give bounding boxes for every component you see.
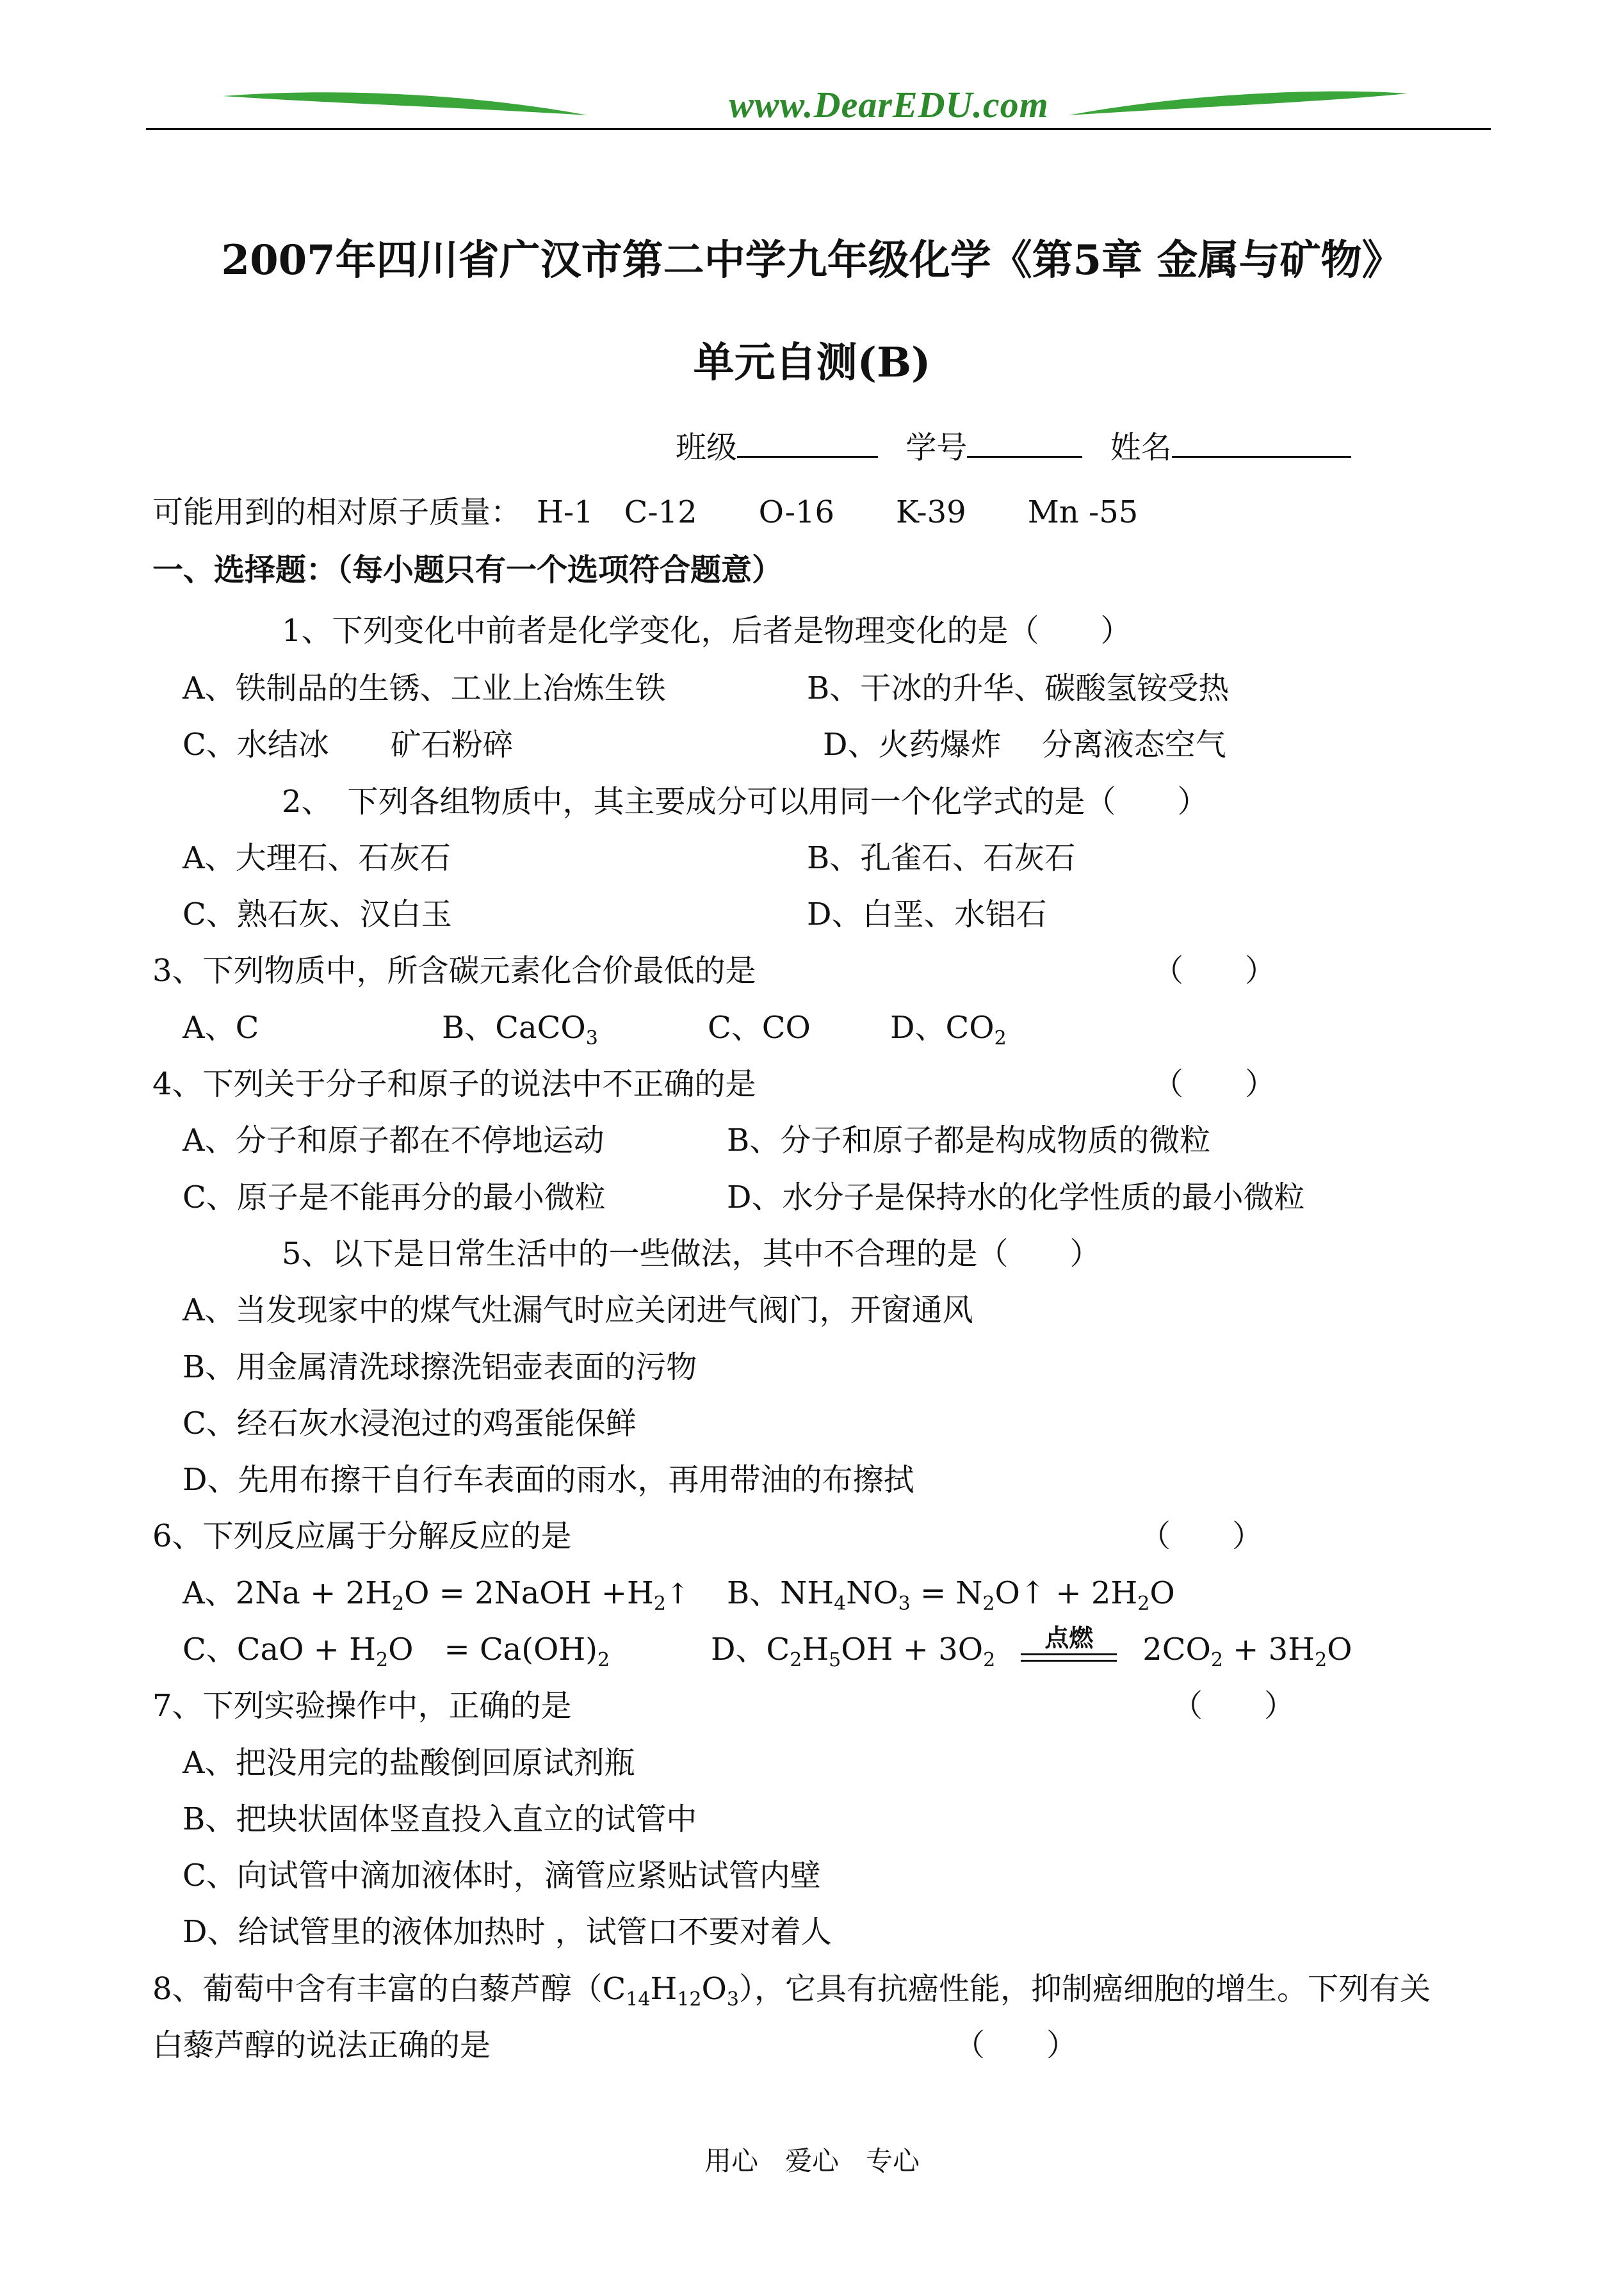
q2-option-c: C、熟石灰、汉白玉 — [183, 896, 452, 932]
q5-stem: 5、以下是日常生活中的一些做法，其中不合理的是（ ） — [282, 1236, 1101, 1272]
q7-stem: 7、下列实验操作中，正确的是 — [152, 1688, 572, 1724]
header-rule — [146, 128, 1491, 130]
q7-option-a: A、把没用完的盐酸倒回原试剂瓶 — [183, 1745, 635, 1781]
q3-answer-paren: （ ） — [1153, 953, 1276, 989]
q5-option-b: B、用金属清洗球擦洗铝壶表面的污物 — [183, 1349, 697, 1385]
page-subtitle: 单元自测(B) — [693, 339, 931, 387]
q2-option-d: D、白垩、水铝石 — [807, 896, 1047, 932]
page-title: 2007年四川省广汉市第二中学九年级化学《第5章 金属与矿物》 — [221, 236, 1403, 284]
q4-option-d: D、水分子是保持水的化学性质的最小微粒 — [727, 1180, 1305, 1215]
q5-option-a: A、当发现家中的煤气灶漏气时应关闭进气阀门，开窗通风 — [183, 1292, 973, 1328]
q3-option-d: D、$CO_2$ — [890, 1010, 1007, 1050]
class-label: 班级 — [676, 430, 738, 466]
q5-option-c: C、经石灰水浸泡过的鸡蛋能保鲜 — [183, 1406, 637, 1441]
q3-option-a: A、C — [183, 1010, 259, 1046]
q3-stem: 3、下列物质中，所含碳元素化合价最低的是 — [152, 953, 756, 989]
page-footer: 用心 爱心 专心 — [704, 2145, 920, 2177]
q3-option-b: B、CaCO$_3$ — [442, 1010, 598, 1050]
atomic-masses: 可能用到的相对原子质量： H-1 C-12 O-16 K-39 Mn -55 — [152, 494, 1139, 530]
student-info — [676, 428, 1351, 467]
q4-stem: 4、下列关于分子和原子的说法中不正确的是 — [152, 1066, 756, 1102]
q7-option-d: D、给试管里的液体加热时 ，试管口不要对着人 — [183, 1914, 832, 1950]
q4-answer-paren: （ ） — [1153, 1066, 1276, 1102]
q7-answer-paren: （ ） — [1172, 1688, 1295, 1724]
q7-option-c: C、向试管中滴加液体时，滴管应紧贴试管内壁 — [183, 1858, 821, 1894]
name-label: 姓名 — [1110, 430, 1172, 466]
q1-option-d: D、火药爆炸 分离液态空气 — [823, 727, 1226, 763]
header-banner — [146, 82, 1491, 133]
q2-option-a: A、大理石、石灰石 — [183, 840, 451, 876]
q8-stem-line2: 白藜芦醇的说法正确的是 — [152, 2027, 491, 2063]
name-blank[interactable] — [1172, 428, 1351, 458]
q6-option-d: D、$C_2H_5OH + 3O_2$ 点燃 $2CO_2 + 3H_2O$ — [711, 1623, 1352, 1671]
id-label: 学号 — [905, 430, 968, 466]
q7-option-b: B、把块状固体竖直投入直立的试管中 — [183, 1801, 697, 1837]
q6-option-c: C、CaO + $H_2O$ = $Ca(OH)_2$ — [183, 1632, 610, 1671]
q5-option-d: D、先用布擦干自行车表面的雨水，再用带油的布擦拭 — [183, 1462, 914, 1498]
reaction-condition-arrow: 点燃 — [1021, 1633, 1117, 1671]
q4-option-a: A、分子和原子都在不停地运动 — [183, 1123, 605, 1158]
q8-answer-paren: （ ） — [954, 2027, 1078, 2063]
q6-stem: 6、下列反应属于分解反应的是 — [152, 1518, 572, 1554]
q1-stem: 1、下列变化中前者是化学变化，后者是物理变化的是（ ） — [282, 613, 1132, 649]
site-url: www.DearEDU.com — [729, 84, 1049, 126]
class-blank[interactable] — [737, 428, 878, 458]
q6-option-b: B、$NH_4NO_3$ = $N_2O↑ + 2H_2O$ — [727, 1575, 1175, 1615]
q1-option-a: A、铁制品的生锈、工业上冶炼生铁 — [183, 670, 666, 706]
q1-option-c: C、水结冰 矿石粉碎 — [183, 727, 514, 763]
q2-option-b: B、孔雀石、石灰石 — [807, 840, 1076, 876]
id-blank[interactable] — [967, 428, 1082, 458]
q6-answer-paren: （ ） — [1140, 1518, 1263, 1554]
section-heading: 一、选择题：（每小题只有一个选项符合题意） — [152, 552, 783, 588]
q3-option-c: C、CO — [708, 1010, 811, 1046]
q2-stem: 2、 下列各组物质中，其主要成分可以用同一个化学式的是（ ） — [282, 784, 1208, 820]
q1-option-b: B、干冰的升华、碳酸氢铵受热 — [807, 670, 1230, 706]
q4-option-c: C、原子是不能再分的最小微粒 — [183, 1180, 606, 1215]
q6-option-a: A、$2Na + 2H_2O$ = 2NaOH $+H_2↑$ — [183, 1575, 690, 1615]
q4-option-b: B、分子和原子都是构成物质的微粒 — [727, 1123, 1211, 1158]
q8-stem: 8、葡萄中含有丰富的白藜芦醇$(C_{14}H_{12}O_3)$，它具有抗癌性能，抑制癌细胞的增生。下列有关 — [152, 1971, 1431, 2011]
